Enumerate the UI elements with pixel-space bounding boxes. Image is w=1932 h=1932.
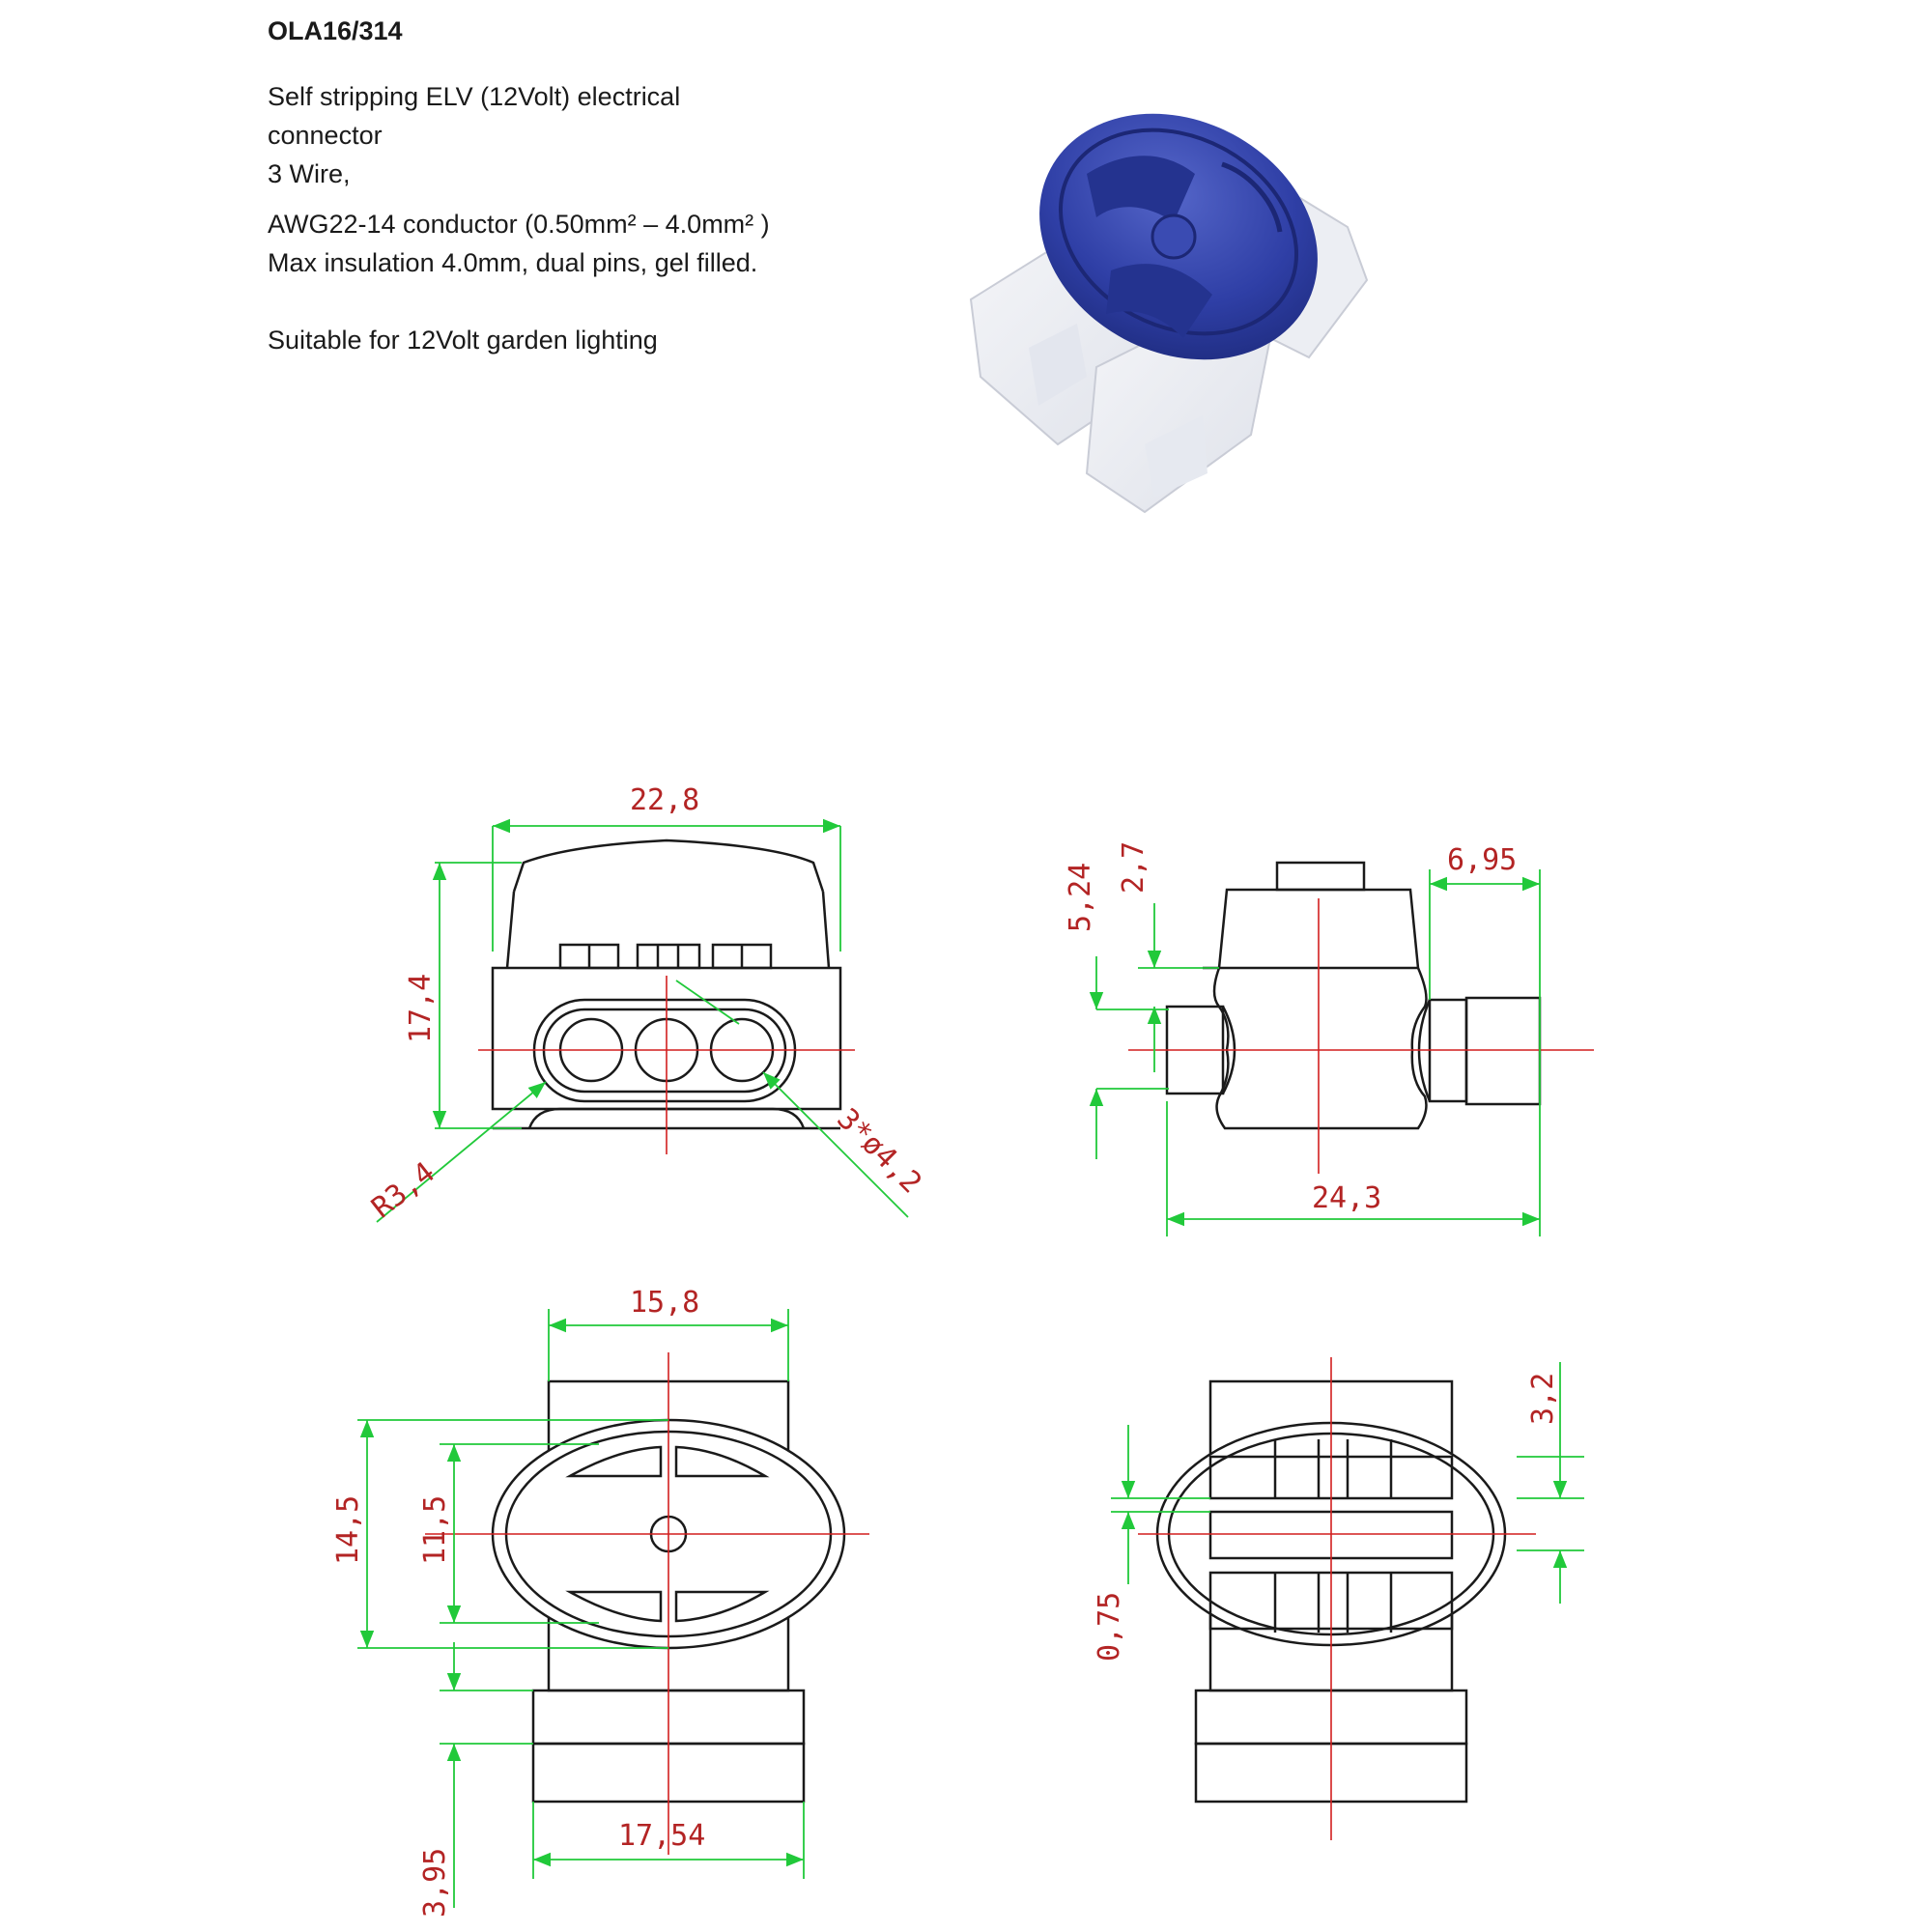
top-base-height-label: 3,95 [418, 1847, 452, 1918]
top-width-label: 15,8 [630, 1286, 700, 1320]
top-base-width-label: 17,54 [618, 1819, 706, 1853]
bottom-d2-label: 0,75 [1093, 1591, 1126, 1662]
side-view [1167, 863, 1540, 1128]
conductor-spec: AWG22-14 conductor (0.50mm² – 4.0mm² ) [268, 210, 770, 239]
side-d2-label: 2,7 [1117, 840, 1151, 894]
top-d1-label: 14,5 [331, 1494, 365, 1565]
top-d2-label: 11,5 [418, 1494, 452, 1565]
desc-line-2: connector [268, 121, 383, 150]
front-view-dimensions [377, 826, 908, 1222]
front-height-label: 17,4 [404, 973, 438, 1043]
bottom-d1-label: 3,2 [1526, 1372, 1560, 1425]
desc-line-3: 3 Wire, [268, 159, 351, 188]
side-length-label: 24,3 [1312, 1181, 1382, 1215]
desc-line-1: Self stripping ELV (12Volt) electrical [268, 82, 681, 111]
front-width-label: 22,8 [630, 783, 700, 817]
side-d1-label: 5,24 [1064, 862, 1097, 932]
side-d3-label: 6,95 [1447, 843, 1518, 877]
side-view-centerlines [1128, 898, 1594, 1174]
insulation-spec: Max insulation 4.0mm, dual pins, gel filled. [268, 248, 758, 277]
front-radius-label: R3,4 [365, 1155, 441, 1226]
product-code: OLA16/314 [268, 16, 403, 45]
front-holes-label: 3*ø4,2 [830, 1101, 928, 1201]
usage-note: Suitable for 12Volt garden lighting [268, 326, 658, 355]
